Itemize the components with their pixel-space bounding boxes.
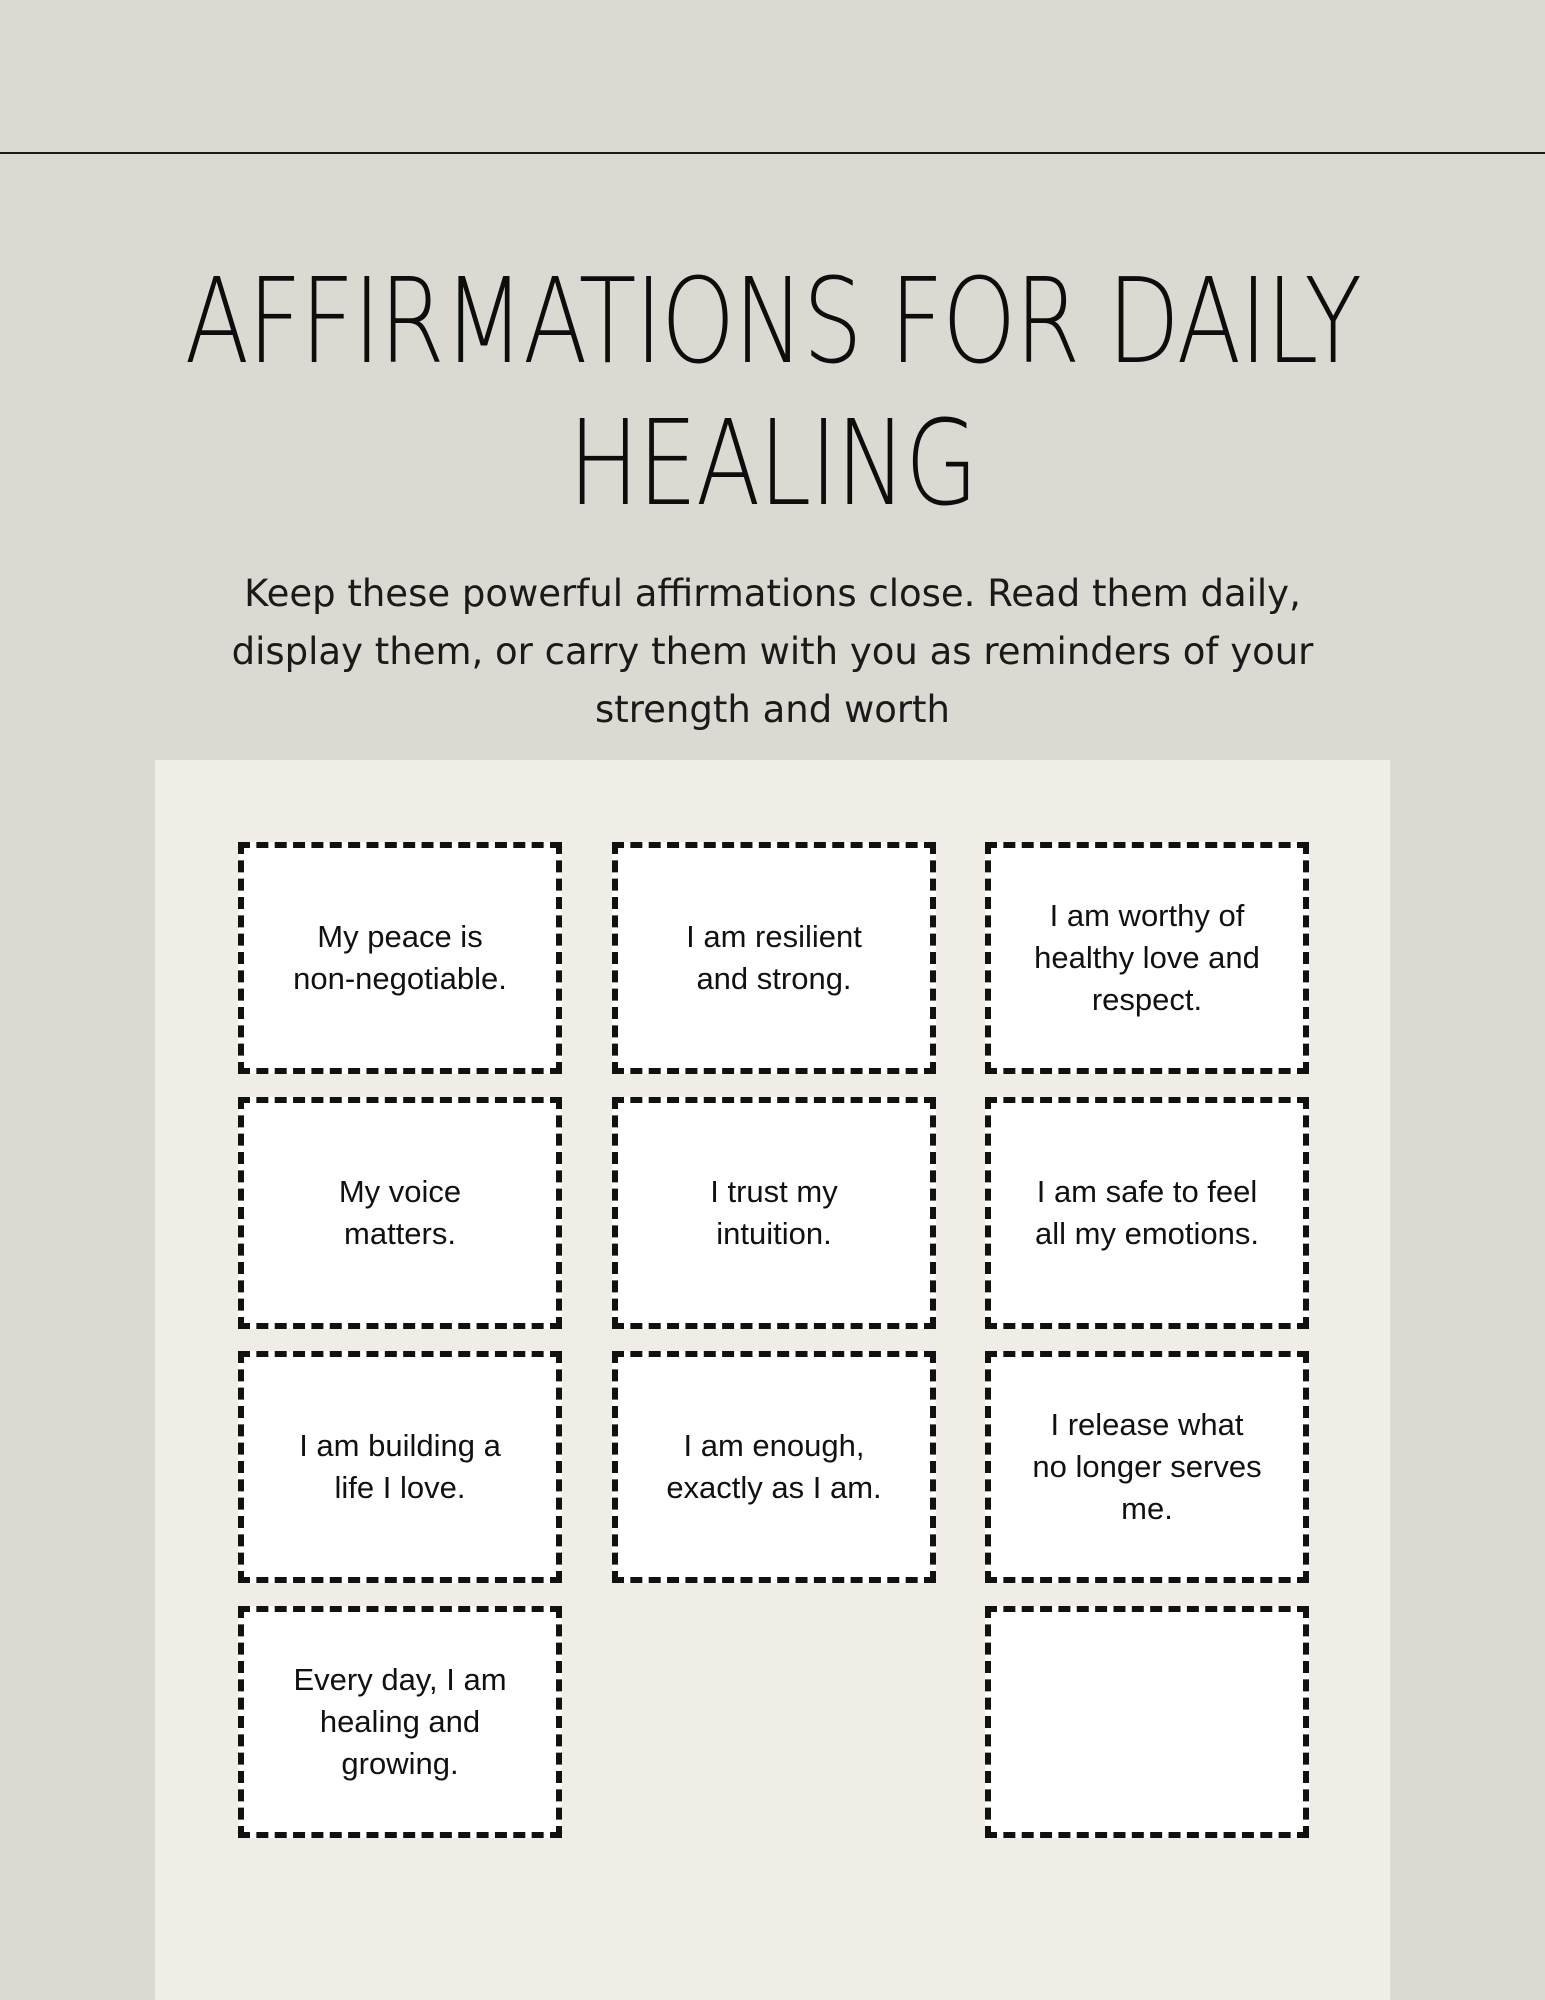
affirmation-card bbox=[238, 1351, 562, 1583]
affirmation-card bbox=[985, 1351, 1309, 1583]
affirmation-card bbox=[612, 1351, 936, 1583]
affirmation-card-text: I am enough, exactly as I am. bbox=[666, 1428, 882, 1505]
blank-affirmation-card bbox=[985, 1606, 1309, 1838]
affirmation-card bbox=[238, 842, 562, 1074]
intro-text: Keep these powerful affirmations close. Read them daily, display them, or carry them with you as reminders of your strength and worth bbox=[231, 572, 1314, 731]
affirmation-card-text: I am safe to feel all my emotions. bbox=[1035, 1174, 1259, 1251]
title-line-1: AFFIRMATIONS FOR DAILY bbox=[184, 252, 1361, 390]
page-title bbox=[155, 250, 1391, 534]
title-line-2: HEALING bbox=[568, 394, 977, 532]
affirmation-card-text: I am worthy of healthy love and respect. bbox=[1034, 898, 1260, 1017]
affirmation-card bbox=[238, 1097, 562, 1329]
top-divider-line bbox=[0, 152, 1545, 154]
affirmation-card-text: My voice matters. bbox=[338, 1174, 462, 1251]
affirmation-card bbox=[238, 1606, 562, 1838]
affirmation-card-text: My peace is non-negotiable. bbox=[293, 919, 507, 996]
affirmation-card bbox=[985, 1097, 1309, 1329]
affirmation-card bbox=[612, 1097, 936, 1329]
affirmation-card-text: I am building a life I love. bbox=[299, 1428, 501, 1505]
affirmation-card bbox=[985, 842, 1309, 1074]
affirmation-card-text: I release what no longer serves me. bbox=[1032, 1407, 1262, 1526]
affirmation-card bbox=[612, 842, 936, 1074]
affirmation-card-text: Every day, I am healing and growing. bbox=[293, 1662, 507, 1781]
affirmation-card-text: I trust my intuition. bbox=[710, 1174, 838, 1251]
affirmation-card-text: I am resilient and strong. bbox=[686, 919, 862, 996]
